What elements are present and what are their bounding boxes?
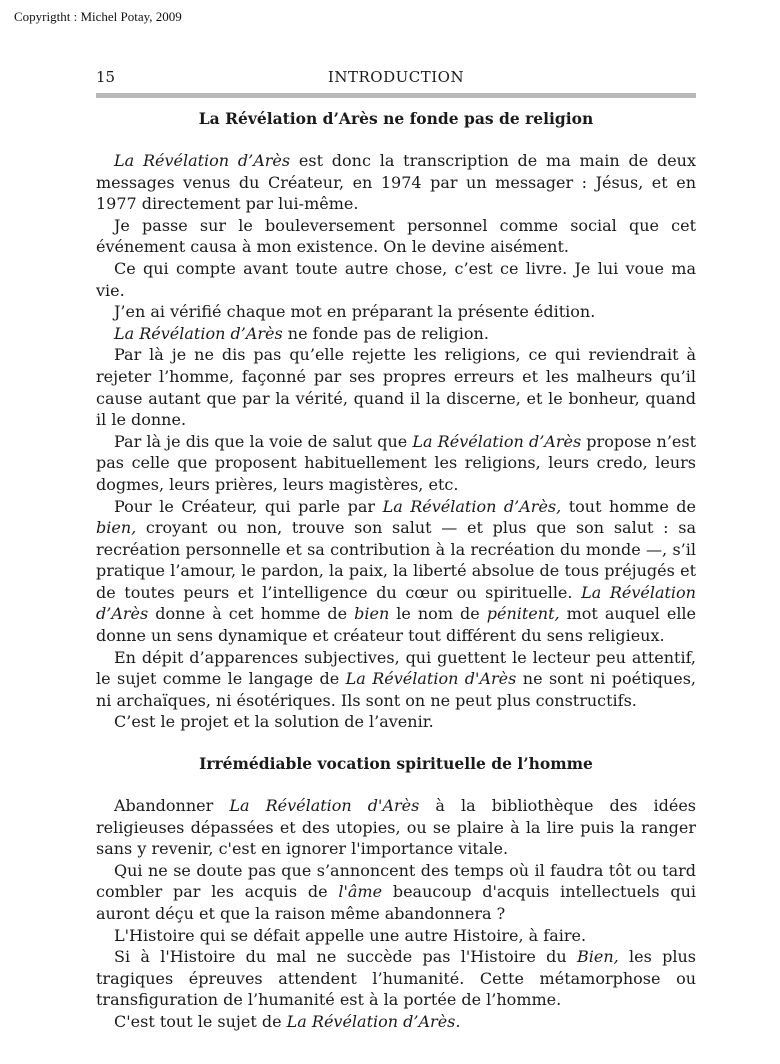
text-run: Abandonner xyxy=(114,796,230,816)
emphasis: pénitent, xyxy=(486,604,560,624)
book-title: La Révélation d’Arès xyxy=(114,323,283,343)
book-title: La Révélation d’Arès xyxy=(114,151,291,170)
emphasis: l'âme xyxy=(338,882,383,902)
text-run: En dépit d’apparences subjectives, qui guettent le lecteur peu attentif, le sujet comme le langage de xyxy=(96,647,696,689)
text-run: Pour le Créateur, qui parle par xyxy=(114,496,383,516)
text-run: mot auquel elle donne un sens dynamique et créateur tout différent du sens religieux. xyxy=(96,604,697,646)
paragraph xyxy=(96,1011,696,1033)
book-title: La Révélation d’Arès xyxy=(96,582,696,624)
text-run: le nom de xyxy=(389,604,487,624)
paragraph: L'Histoire qui se défait appelle une autre Histoire, à faire. xyxy=(114,925,587,945)
section-title: Irrémédiable vocation spirituelle de l’homme xyxy=(199,754,593,774)
text-run: est donc la transcription de ma main de deux messages venus du Créateur, en 1974 par un messager : Jésus, et en 1977 directement par lui-même. xyxy=(96,151,696,214)
paragraph xyxy=(96,323,696,345)
paragraph: J’en ai vérifié chaque mot en préparant la présente édition. xyxy=(114,302,596,322)
text-run: ne fonde pas de religion. xyxy=(282,323,489,343)
text-run: donne à cet homme de xyxy=(148,604,355,624)
paragraph xyxy=(96,496,696,647)
paragraph xyxy=(96,150,696,215)
text-run: à la bibliothèque des idées religieuses dépassées et des utopies, ou se plaire à la lire puis la ranger sans y revenir, c'est en ignorer l'importance vitale. xyxy=(96,796,697,859)
copyright-notice: Copyrigtht : Michel Potay, 2009 xyxy=(14,9,182,24)
text-run: ne sont ni poétiques, ni archaïques, ni ésotériques. Ils sont on ne peut plus constructifs. xyxy=(96,669,696,710)
text-run: les plus tragiques épreuves attendent l’humanité. Cette métamorphose ou transfiguration de l’humanité est à la portée de l’homme. xyxy=(96,947,697,1010)
text-run: C'est tout le sujet de xyxy=(114,1011,287,1031)
section-title: La Révélation d’Arès ne fonde pas de religion xyxy=(198,109,594,128)
paragraph: Par là je ne dis pas qu’elle rejette les religions, ce qui reviendrait à rejeter l’homme, façonné par ses propres erreurs et les malheurs qu’il cause autant que par la vérité, quand il la discerne, et le bonheur, quand il le donne. xyxy=(96,345,696,430)
emphasis: bien xyxy=(354,604,390,624)
page-number: 15 xyxy=(96,68,116,86)
book-title: La Révélation d'Arès xyxy=(345,669,517,689)
text-run: Qui ne se doute pas que s’annoncent des temps où il faudra tôt ou tard combler par les acquis de xyxy=(96,860,696,902)
page-header xyxy=(96,68,696,88)
emphasis: bien, xyxy=(96,518,137,538)
text-run: tout homme de xyxy=(561,496,697,516)
running-title: INTRODUCTION xyxy=(327,68,465,86)
text-run: Si à l'Histoire du mal ne succède pas l'Histoire du xyxy=(114,947,578,967)
text-run: propose n’est pas celle que proposent habituellement les religions, leurs credo, leurs dogmes, leurs prières, leurs magistères, etc. xyxy=(96,431,697,494)
book-title: La Révélation d’Arès. xyxy=(286,1011,461,1031)
book-title: La Révélation d'Arès xyxy=(229,796,420,816)
paragraph xyxy=(96,860,696,925)
paragraph xyxy=(96,795,696,860)
page-body xyxy=(96,100,696,1033)
paragraph xyxy=(96,431,696,496)
header-rule xyxy=(96,93,696,98)
text-run: beaucoup d'acquis intellectuels qui auront déçu et que la raison même abandonnera ? xyxy=(96,882,697,923)
book-title: La Révélation d’Arès, xyxy=(382,496,562,516)
paragraph: C’est le projet et la solution de l’avenir. xyxy=(114,712,434,732)
book-title: La Révélation d’Arès xyxy=(412,431,582,451)
text-run: croyant ou non, trouve son salut — et plus que son salut : sa recréation personnelle et sa contribution à la recréation du monde —, s’il pratique l’amour, le pardon, la paix, la liberté absolue de tous préjugés et de toutes peurs et l’intelligence du cœur ou spirituelle. xyxy=(96,518,696,602)
paragraph xyxy=(96,647,696,712)
text-run: Par là je dis que la voie de salut que xyxy=(114,431,413,451)
paragraph: Je passe sur le bouleversement personnel comme social que cet événement causa à mon existence. On le devine aisément. xyxy=(96,215,696,257)
paragraph: Ce qui compte avant toute autre chose, c’est ce livre. Je lui voue ma vie. xyxy=(96,258,696,300)
paragraph xyxy=(96,946,696,1011)
emphasis: Bien, xyxy=(577,947,619,967)
